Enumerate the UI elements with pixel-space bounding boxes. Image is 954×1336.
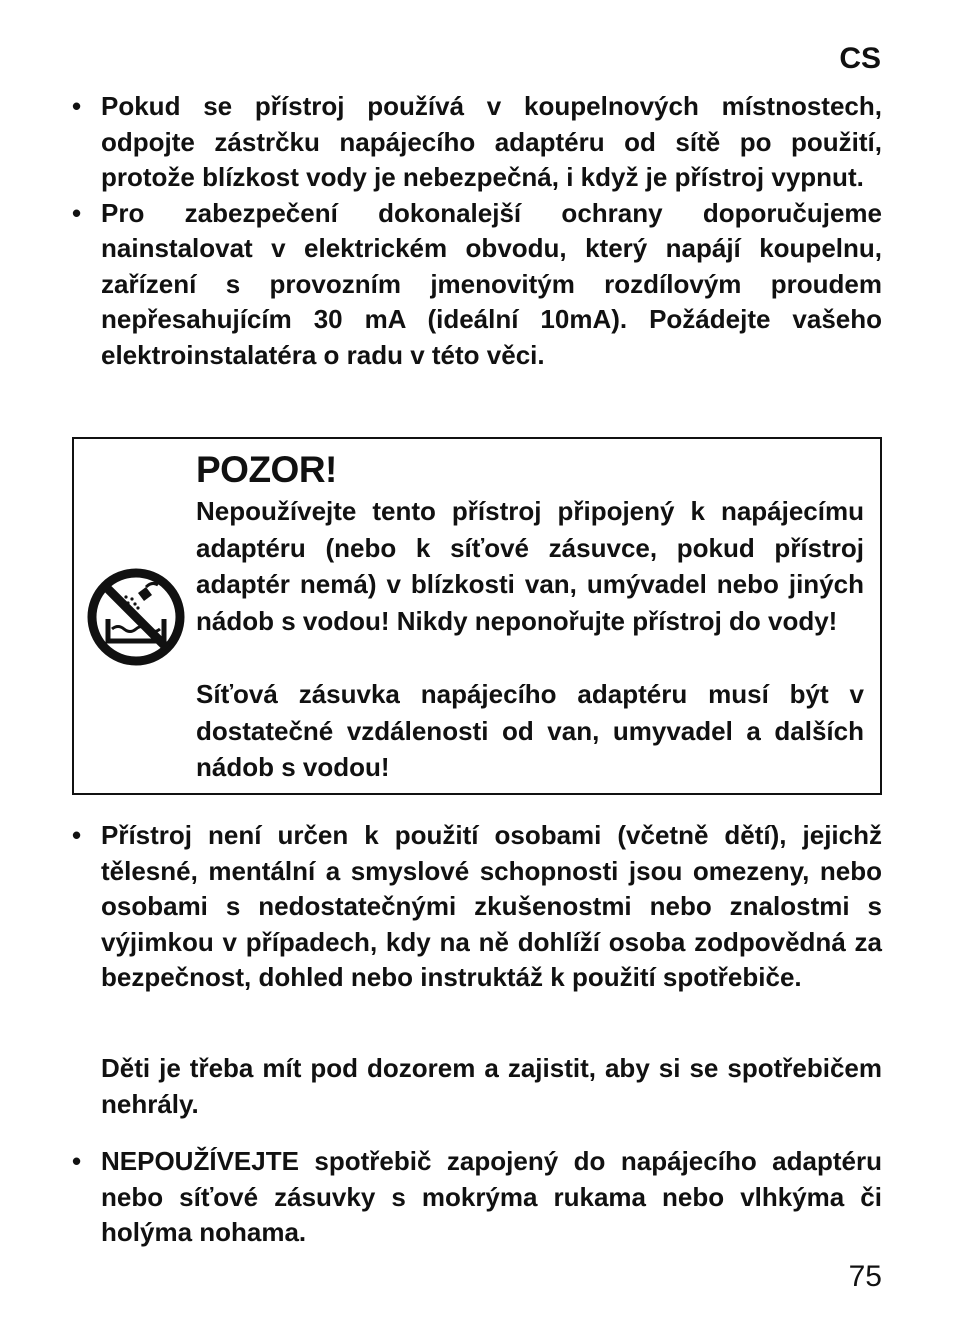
bullet-icon: • <box>72 197 82 228</box>
middle-bullet-list <box>72 818 882 996</box>
language-code: CS <box>839 42 881 75</box>
bullet-icon: • <box>72 820 82 850</box>
list-item-text: NEPOUŽÍVEJTE spotřebič zapojený do napájecího adaptéru nebo síťové zásuvky s mokrýma rukama nebo vlhkýma či holýma nohama. <box>101 1146 882 1247</box>
children-note: Děti je třeba mít pod dozorem a zajistit, aby si se spotřebičem nehrály. <box>101 1053 882 1119</box>
warning-title: POZOR! <box>196 449 337 490</box>
list-item <box>72 818 882 996</box>
no-water-icon <box>86 567 186 667</box>
list-item-text: Pro zabezpečení dokonalejší ochrany doporučujeme nainstalovat v elektrickém obvodu, který napájí koupelnu, zařízení s provozním jmenovitým rozdílovým proudem nepřesahujícím 30 mA (ideální 10mA). Požádejte vašeho elektroinstalatéra o radu v této věci. <box>101 197 882 370</box>
list-item-text: Přístroj není určen k použití osobami (včetně dětí), jejichž tělesné, mentální a smyslové schopnosti jsou omezeny, nebo osobami s nedostatečnými zkušenostmi nebo znalostmi s výjimkou v případech, kdy na ně dohlíží osoba zodpovědná za bezpečnost, dohled nebo instruktáž k použití spotřebiče. <box>101 820 882 992</box>
page-number: 75 <box>848 1260 882 1293</box>
warning-box <box>72 437 882 795</box>
bottom-bullet-list <box>72 1144 882 1251</box>
list-item <box>72 196 882 374</box>
bullet-icon: • <box>72 1146 82 1176</box>
list-item <box>72 89 882 196</box>
top-bullet-list <box>72 89 882 373</box>
warning-text: Nepoužívejte tento přístroj připojený k napájecímu adaptéru (nebo k síťové zásuvce, pokud přístroj adaptér nemá) v blízkosti van, umývadel nebo jiných nádob s vodou! Nikdy neponořujte přístroj do vody! <box>196 496 864 636</box>
warning-text: Síťová zásuvka napájecího adaptéru musí být v dostatečné vzdálenosti od van, umyvadel a dalších nádob s vodou! <box>196 679 864 782</box>
list-item <box>72 1144 882 1251</box>
list-item-text: Pokud se přístroj používá v koupelnových místnostech, odpojte zástrčku napájecího adaptéru od sítě po použití, protože blízkost vody je nebezpečná, i když je přístroj vypnut. <box>101 91 882 192</box>
bullet-icon: • <box>72 91 82 121</box>
